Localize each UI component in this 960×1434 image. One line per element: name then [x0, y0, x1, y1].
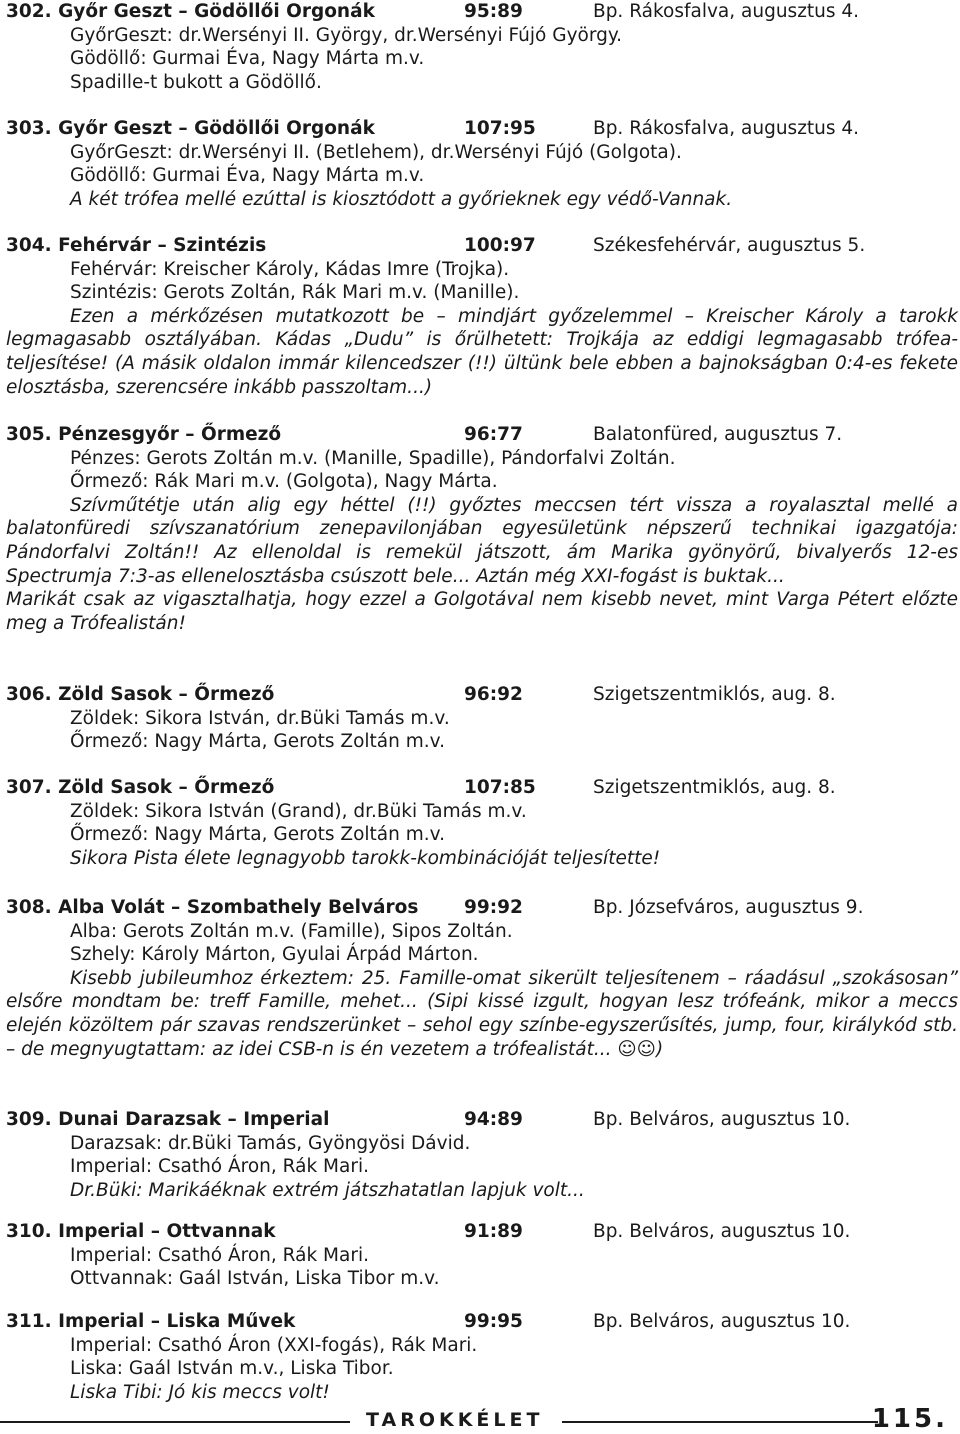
match-number: 307.: [6, 777, 52, 798]
match-entry: [6, 1310, 958, 1404]
comment-paragraph: Ezen a mérkőzésen mutatkozott be – mindjárt győzelemmel – Kreischer Károly a tarokk legmagasabb osztályában. Kádas „Dudu” is őrülhetett: Trojkája az eddigi legmagasabb trófea-teljesítése! (A másik oldalon immár kilencedszer (!!) ültünk bele ebben a bajnokságban 0:4-es fekete elosztásba, szerencsére inkább passzoltam...): [6, 305, 958, 398]
match-venue: Szigetszentmiklós, aug. 8.: [593, 684, 836, 705]
match-entry: [6, 0, 958, 94]
comment-line: A két trófea mellé ezúttal is kiosztódott a győrieknek egy védő-Vannak.: [70, 188, 733, 210]
match-score: 107:95: [464, 118, 536, 139]
match-number: 311.: [6, 1311, 52, 1332]
match-title: Zöld Sasok – Őrmező: [58, 684, 275, 705]
team-line: Imperial: Csathó Áron, Rák Mari.: [70, 1244, 369, 1266]
team-line: Darazsak: dr.Büki Tamás, Gyöngyösi Dávid.: [70, 1132, 471, 1154]
match-venue: Balatonfüred, augusztus 7.: [593, 424, 843, 445]
match-number: 310.: [6, 1221, 52, 1242]
team-line: Szhely: Károly Márton, Gyulai Árpád Márton.: [70, 944, 479, 966]
match-entry: [6, 1108, 958, 1202]
match-title: Győr Geszt – Gödöllői Orgonák: [58, 1, 375, 22]
team-line: Zöldek: Sikora István (Grand), dr.Büki Tamás m.v.: [70, 800, 527, 822]
comment-paragraph: Szívműtétje után alig egy héttel (!!) győztes meccsen tért vissza a royalasztal mellé a balatonfüredi szívszanatórium zenepavilonjában egyesületünk népszerű technikai igazgatója: Pándorfalvi Zoltán!! Az ellenoldal is remekül játszott, ám Marika gyönyörű, bivalyerős 12-es Spectrumja 7:3-as ellenelosztásba csúszott bele... Aztán még XXI-fogást is buktak...: [6, 494, 958, 587]
match-entry: [6, 423, 958, 635]
comment-line: Sikora Pista élete legnagyobb tarokk-kombinációját teljesítette!: [70, 847, 661, 869]
match-title: Zöld Sasok – Őrmező: [58, 777, 275, 798]
match-number: 304.: [6, 235, 52, 256]
comment-paragraph: Marikát csak az vigasztalhatja, hogy ezzel a Golgotával nem kisebb nevet, mint Varga Pétert előzte meg a Trófealistán!: [6, 589, 958, 634]
match-score: 95:89: [464, 1, 523, 22]
team-line: Gödöllő: Gurmai Éva, Nagy Márta m.v.: [70, 48, 425, 70]
match-heading: [6, 423, 958, 447]
team-line: Őrmező: Nagy Márta, Gerots Zoltán m.v.: [70, 731, 446, 753]
team-line: Ottvannak: Gaál István, Liska Tibor m.v.: [70, 1268, 440, 1290]
match-title: Pénzesgyőr – Őrmező: [58, 424, 282, 445]
match-number: 305.: [6, 424, 52, 445]
match-entry: [6, 896, 958, 1061]
match-venue: Szigetszentmiklós, aug. 8.: [593, 777, 836, 798]
match-score: 91:89: [464, 1221, 523, 1242]
match-venue: Bp. Belváros, augusztus 10.: [593, 1221, 851, 1242]
match-venue: Székesfehérvár, augusztus 5.: [593, 235, 866, 256]
team-line: Imperial: Csathó Áron, Rák Mari.: [70, 1156, 369, 1178]
match-venue: Bp. Rákosfalva, augusztus 4.: [593, 1, 860, 22]
page-number: 115.: [871, 1404, 948, 1434]
note-line: Spadille-t bukott a Gödöllő.: [70, 71, 322, 93]
comment-paragraph: Kisebb jubileumhoz érkeztem: 25. Famille-omat sikerült teljesítenem – ráadásul „szokásosan” elsőre mondtam be: treff Famille, mehet... (Sipi kissé izgult, hogyan lesz trófeánk, mikor a meccs elején közöltem pár szavas rendszerünket – sehol egy színbe-egyszerűsítés, jump, four, királykód stb. – de megnyugtattam: az idei CSB-n is én vezetem a trófealistát... ☺☺): [6, 967, 958, 1060]
match-venue: Bp. Rákosfalva, augusztus 4.: [593, 118, 860, 139]
team-line: Pénzes: Gerots Zoltán m.v. (Manille, Spadille), Pándorfalvi Zoltán.: [70, 447, 676, 469]
match-score: 96:92: [464, 684, 523, 705]
match-score: 96:77: [464, 424, 523, 445]
match-venue: Bp. Józsefváros, augusztus 9.: [593, 897, 864, 918]
team-line: Alba: Gerots Zoltán m.v. (Famille), Sipos Zoltán.: [70, 920, 513, 942]
match-title: Győr Geszt – Gödöllői Orgonák: [58, 118, 375, 139]
match-title: Alba Volát – Szombathely Belváros: [58, 897, 419, 918]
footer-rule-left: [0, 1421, 350, 1423]
team-line: GyőrGeszt: dr.Wersényi II. György, dr.Wersényi Fújó György.: [70, 24, 623, 46]
match-title: Imperial – Liska Művek: [58, 1311, 296, 1332]
match-venue: Bp. Belváros, augusztus 10.: [593, 1109, 851, 1130]
footer-rule-right: [562, 1421, 878, 1423]
match-score: 99:92: [464, 897, 523, 918]
team-line: Szintézis: Gerots Zoltán, Rák Mari m.v. (Manille).: [70, 282, 520, 304]
team-line: Imperial: Csathó Áron (XXI-fogás), Rák Mari.: [70, 1334, 478, 1356]
match-title: Fehérvár – Szintézis: [58, 235, 267, 256]
match-heading: [6, 234, 958, 258]
match-entry: [6, 1220, 958, 1291]
match-heading: [6, 896, 958, 920]
comment-line: Dr.Büki: Marikáéknak extrém játszhatatlan lapjuk volt...: [70, 1179, 585, 1201]
match-heading: [6, 683, 958, 707]
team-line: GyőrGeszt: dr.Wersényi II. (Betlehem), dr.Wersényi Fújó (Golgota).: [70, 141, 682, 163]
match-score: 99:95: [464, 1311, 523, 1332]
match-entry: [6, 234, 958, 399]
match-venue: Bp. Belváros, augusztus 10.: [593, 1311, 851, 1332]
match-title: Imperial – Ottvannak: [58, 1221, 276, 1242]
team-line: Gödöllő: Gurmai Éva, Nagy Márta m.v.: [70, 165, 425, 187]
match-heading: [6, 117, 958, 141]
team-line: Zöldek: Sikora István, dr.Büki Tamás m.v.: [70, 707, 450, 729]
match-score: 107:85: [464, 777, 536, 798]
match-heading: [6, 776, 958, 800]
page-footer: [0, 1404, 960, 1434]
team-line: Fehérvár: Kreischer Károly, Kádas Imre (Trojka).: [70, 258, 510, 280]
team-line: Liska: Gaál István m.v., Liska Tibor.: [70, 1358, 394, 1380]
match-number: 309.: [6, 1109, 52, 1130]
team-line: Őrmező: Rák Mari m.v. (Golgota), Nagy Márta.: [70, 471, 498, 493]
match-number: 306.: [6, 684, 52, 705]
match-entry: [6, 776, 958, 870]
match-entry: [6, 117, 958, 211]
match-number: 308.: [6, 897, 52, 918]
match-heading: [6, 0, 958, 24]
match-number: 303.: [6, 118, 52, 139]
match-heading: [6, 1310, 958, 1334]
match-heading: [6, 1108, 958, 1132]
match-entry: [6, 683, 958, 754]
comment-line: Liska Tibi: Jó kis meccs volt!: [70, 1381, 330, 1403]
match-heading: [6, 1220, 958, 1244]
team-line: Őrmező: Nagy Márta, Gerots Zoltán m.v.: [70, 824, 446, 846]
match-score: 100:97: [464, 235, 536, 256]
match-number: 302.: [6, 1, 52, 22]
match-title: Dunai Darazsak – Imperial: [58, 1109, 330, 1130]
footer-brand: TAROKKÉLET: [366, 1409, 544, 1431]
match-score: 94:89: [464, 1109, 523, 1130]
